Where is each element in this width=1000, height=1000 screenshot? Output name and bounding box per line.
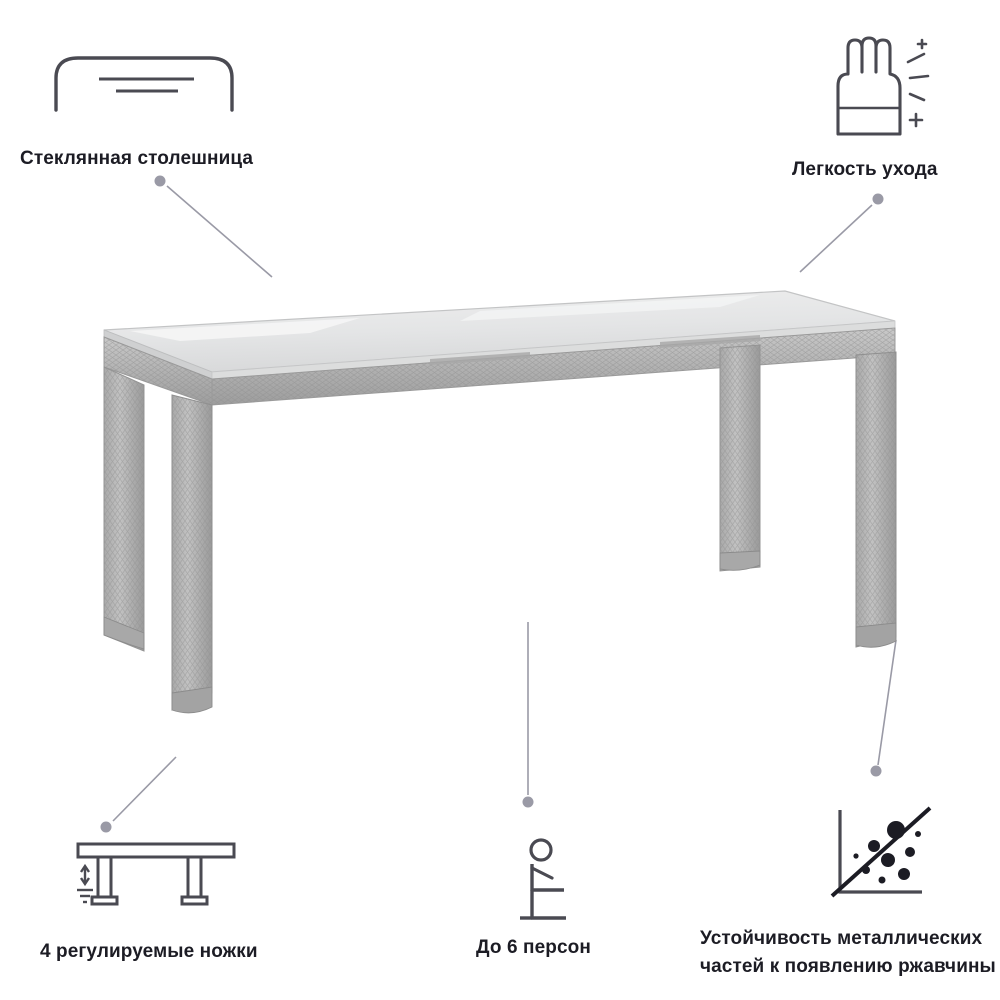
leader-dot-glass-top [155,176,166,187]
leader-dot-easy-care [873,194,884,205]
leader-dot-adjustable-feet [101,822,112,833]
no-rust-icon [826,800,936,904]
seated-person-icon [508,838,588,926]
callout-label-adjustable-feet: 4 регулируемые ножки [40,941,258,962]
product-illustration [60,255,940,775]
table-top-icon [44,48,244,118]
callout-label-glass-top: Стеклянная столешница [20,148,254,169]
callout-label-easy-care: Легкость ухода [792,159,938,180]
leader-dot-seats-six [523,797,534,808]
callout-label-rust-resistant: Устойчивость металлических частей к появлению ржавчины [700,928,996,977]
adjustable-feet-icon [72,838,242,926]
cleaning-glove-icon [824,34,934,139]
callout-label-seats-six: До 6 персон [476,937,591,958]
